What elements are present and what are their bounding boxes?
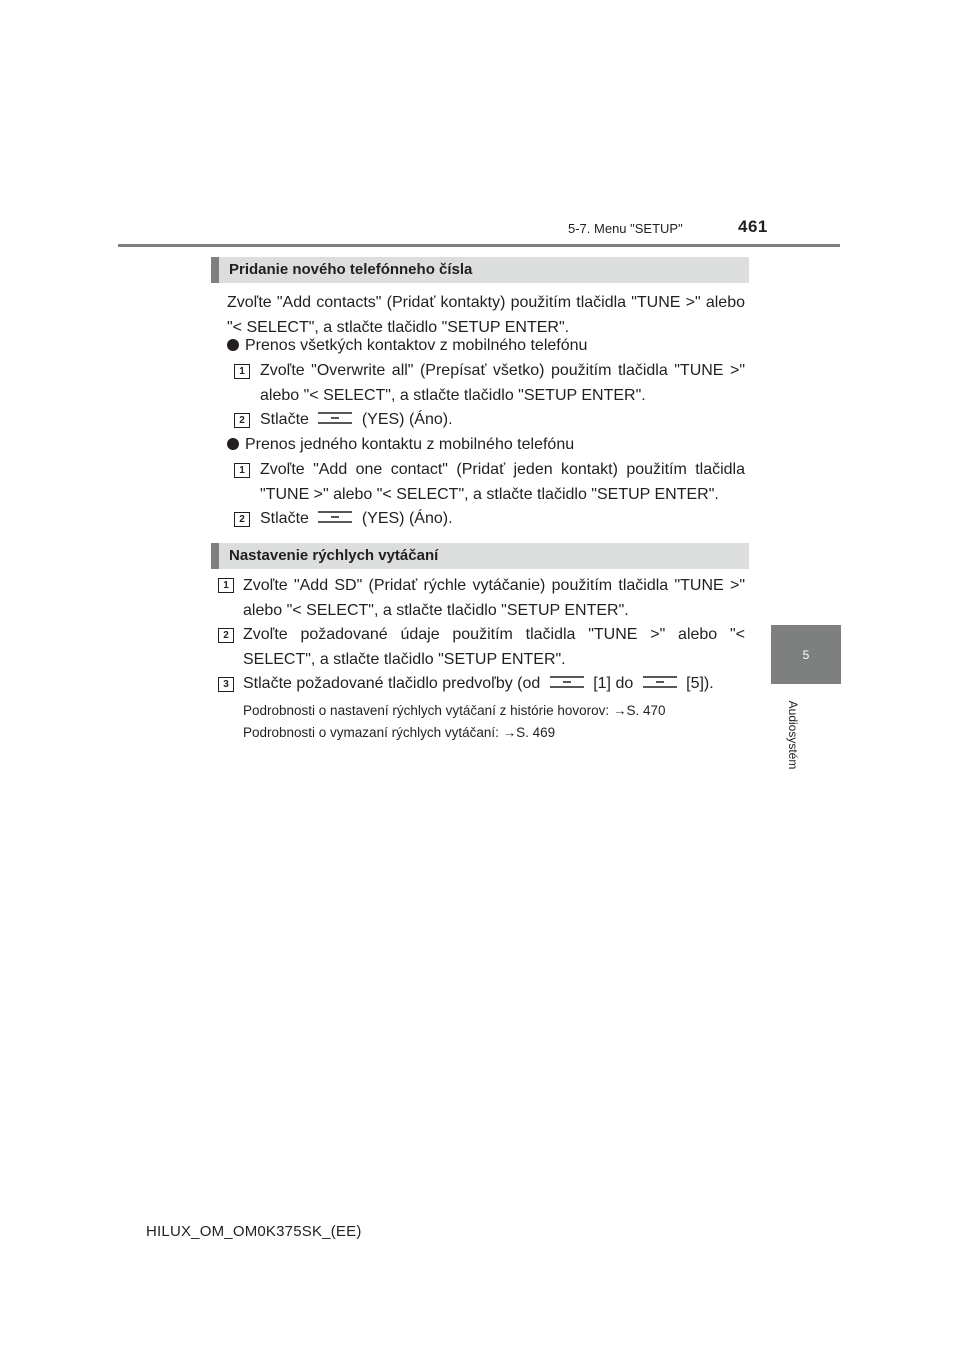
step-text-pre: Stlačte (260, 411, 309, 428)
header-rule (118, 244, 840, 247)
step-text-post: [5]). (686, 675, 714, 692)
bullet-transfer-one (227, 432, 745, 457)
step-text-mid: [1] do (593, 675, 634, 692)
step-number-badge: 3 (218, 677, 234, 692)
step-text: Zvoľte "Overwrite all" (Prepísať všetko) použitím tlačidla "TUNE >" alebo "< SELECT", a stlačte tlačidlo "SETUP ENTER". (260, 362, 745, 404)
phone-button-icon (317, 511, 353, 523)
preset-button-icon (549, 676, 585, 688)
step-text-pre: Stlačte (260, 510, 309, 527)
step-number-badge: 1 (234, 364, 250, 379)
document-code: HILUX_OM_OM0K375SK_(EE) (146, 1223, 362, 1240)
chapter-number: 5 (802, 647, 810, 662)
bullet-transfer-all (227, 333, 745, 358)
step-number-badge: 1 (234, 463, 250, 478)
step-number-badge: 2 (234, 512, 250, 527)
reference-note: Podrobnosti o nastavení rýchlych vytáčaní z histórie hovorov: →S. 470 (243, 703, 666, 718)
step-text-press-yes (260, 506, 745, 531)
step-text-pre: Stlačte požadované tlačidlo predvoľby (od (243, 675, 541, 692)
bullet-icon (227, 438, 239, 450)
preset-button-icon (642, 676, 678, 688)
bullet-label: Prenos jedného kontaktu z mobilného telefónu (245, 436, 575, 453)
bullet-label: Prenos všetkých kontaktov z mobilného telefónu (245, 337, 588, 354)
step-number-badge: 1 (218, 578, 234, 593)
chapter-label: Audiosystém (786, 700, 800, 770)
section-heading-add-number: Pridanie nového telefónneho čísla (211, 257, 749, 283)
step-number-badge: 2 (218, 628, 234, 643)
step-text-post: (YES) (Áno). (361, 411, 453, 428)
chapter-tab (771, 625, 841, 684)
page-number: 461 (738, 217, 768, 236)
step-text-press-yes (260, 407, 745, 432)
running-header-section: 5-7. Menu "SETUP" (568, 221, 683, 236)
bullet-icon (227, 339, 239, 351)
step-text: Zvoľte "Add SD" (Pridať rýchle vytáčanie) použitím tlačidla "TUNE >" alebo "< SELECT", a stlačte tlačidlo "SETUP ENTER". (243, 577, 745, 619)
step-text-press-preset (243, 671, 745, 696)
step-text: Zvoľte "Add one contact" (Pridať jeden kontakt) použitím tlačidla "TUNE >" alebo "< SELECT", a stlačte tlačidlo "SETUP ENTER". (260, 461, 745, 503)
step-text-post: (YES) (Áno). (361, 510, 453, 527)
step-number-badge: 2 (234, 413, 250, 428)
section-heading-speed-dials: Nastavenie rýchlych vytáčaní (211, 543, 749, 569)
step-text: Zvoľte požadované údaje použitím tlačidla "TUNE >" alebo "< SELECT", a stlačte tlačidlo "SETUP ENTER". (243, 626, 745, 668)
reference-note: Podrobnosti o vymazaní rýchlych vytáčaní: →S. 469 (243, 725, 556, 740)
phone-button-icon (317, 412, 353, 424)
section1-intro: Zvoľte "Add contacts" (Pridať kontakty) použitím tlačidla "TUNE >" alebo "< SELECT", a stlačte tlačidlo "SETUP ENTER". (227, 294, 745, 336)
